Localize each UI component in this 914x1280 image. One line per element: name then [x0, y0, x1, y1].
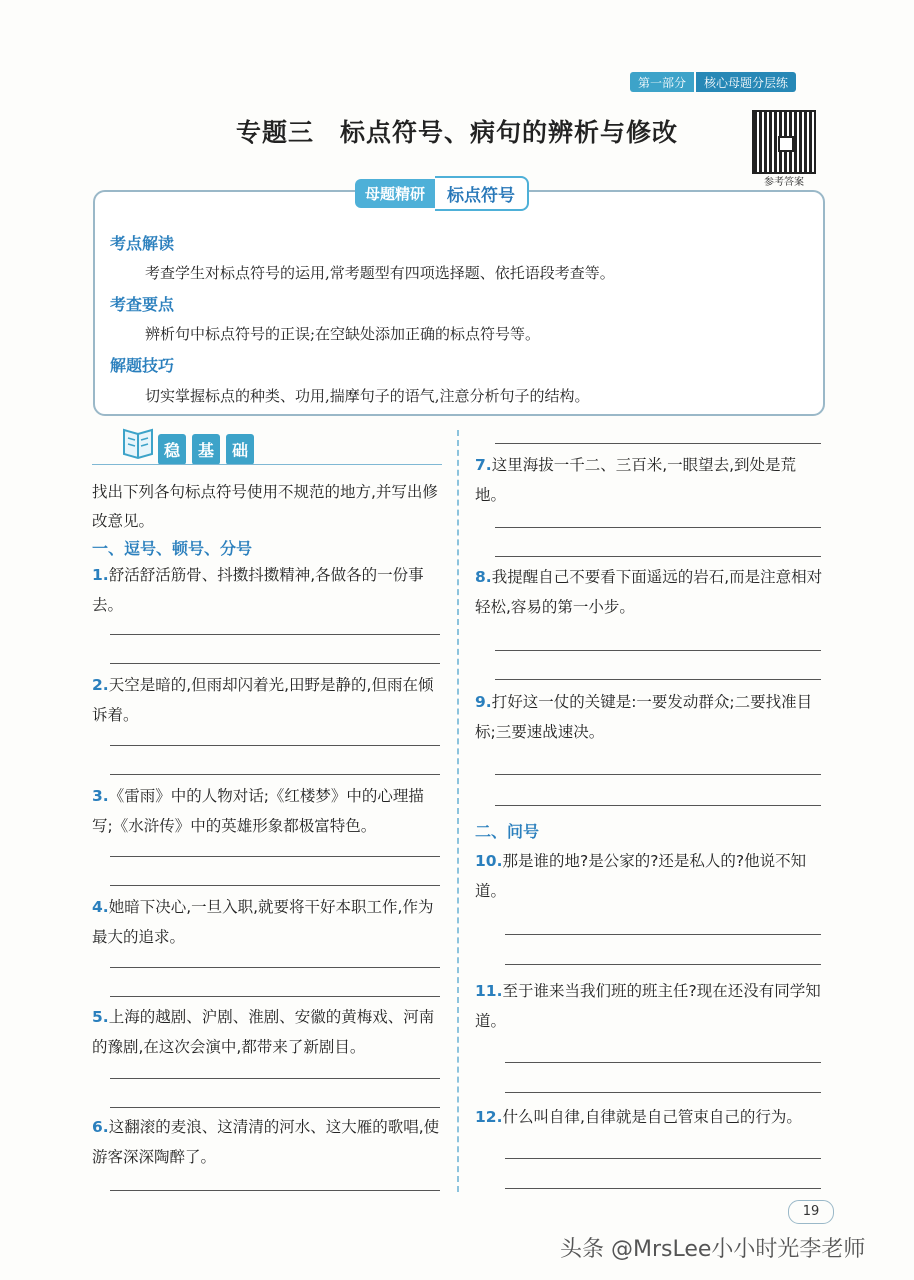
guide-heading: 考点解读 [110, 234, 175, 253]
badge-char: 稳 [158, 434, 186, 465]
answer-line[interactable] [495, 556, 821, 557]
question-text: 天空是暗的,但雨却闪着光,田野是静的,但雨在倾诉着。 [92, 676, 434, 724]
question-number: 5. [92, 1008, 109, 1026]
answer-line[interactable] [110, 996, 440, 997]
answer-line[interactable] [110, 1190, 440, 1191]
question-text: 打好这一仗的关键是:一要发动群众;二要找准目标;三要速战速决。 [475, 693, 813, 741]
question-number: 10. [475, 852, 503, 870]
badge-char: 础 [226, 434, 254, 465]
question-2 [92, 670, 444, 730]
answer-line[interactable] [110, 1078, 440, 1079]
question-12 [475, 1102, 825, 1132]
question-text: 这里海拔一千二、三百米,一眼望去,到处是荒地。 [475, 456, 797, 504]
topic-tag [355, 178, 529, 208]
question-number: 2. [92, 676, 109, 694]
answer-line[interactable] [110, 885, 440, 886]
guide-text: 考查学生对标点符号的运用,常考题型有四项选择题、依托语段考查等。 [145, 264, 615, 282]
answer-line[interactable] [110, 774, 440, 775]
question-6 [92, 1112, 444, 1172]
question-text: 我提醒自己不要看下面遥远的岩石,而是注意相对轻松,容易的第一小步。 [475, 568, 823, 616]
header-section: 核心母题分层练 [696, 72, 796, 92]
answer-line[interactable] [110, 663, 440, 664]
qr-label: 参考答案 [764, 177, 804, 188]
answer-line[interactable] [505, 964, 821, 965]
answer-line[interactable] [110, 967, 440, 968]
answer-line[interactable] [495, 527, 821, 528]
guide-box [93, 190, 825, 416]
question-text: 那是谁的地?是公家的?还是私人的?他说不知道。 [475, 852, 807, 900]
answer-line[interactable] [110, 1107, 440, 1108]
answer-line[interactable] [505, 934, 821, 935]
instructions: 找出下列各句标点符号使用不规范的地方,并写出修改意见。 [92, 483, 438, 530]
question-number: 7. [475, 456, 492, 474]
category-heading: 一、逗号、顿号、分号 [92, 539, 253, 558]
section-badge [158, 434, 254, 465]
question-number: 9. [475, 693, 492, 711]
header-part: 第一部分 [630, 72, 694, 92]
question-3 [92, 781, 444, 841]
question-text: 至于谁来当我们班的班主任?现在还没有同学知道。 [475, 982, 821, 1030]
question-number: 8. [475, 568, 492, 586]
question-text: 上海的越剧、沪剧、淮剧、安徽的黄梅戏、河南的豫剧,在这次会演中,都带来了新剧目。 [92, 1008, 435, 1056]
question-4 [92, 892, 444, 952]
question-8 [475, 562, 825, 622]
answer-line[interactable] [505, 1092, 821, 1093]
question-text: 什么叫自律,自律就是自己管束自己的行为。 [502, 1108, 802, 1126]
badge-char: 基 [192, 434, 220, 465]
answer-line[interactable] [495, 679, 821, 680]
category-heading: 二、问号 [475, 822, 540, 841]
question-7 [475, 450, 825, 510]
page-number: 19 [788, 1200, 834, 1224]
answer-line[interactable] [110, 745, 440, 746]
answer-line[interactable] [495, 443, 821, 444]
book-icon [120, 428, 156, 460]
question-text: 这翻滚的麦浪、这清清的河水、这大雁的歌唱,使游客深深陶醉了。 [92, 1118, 440, 1166]
header-bar [630, 72, 796, 92]
page-title: 专题三 标点符号、病句的辨析与修改 [235, 118, 678, 147]
question-number: 12. [475, 1108, 503, 1126]
answer-line[interactable] [110, 856, 440, 857]
guide-heading: 解题技巧 [110, 356, 175, 375]
divider [92, 464, 442, 465]
answer-line[interactable] [505, 1188, 821, 1189]
question-1 [92, 560, 444, 620]
question-text: 《雷雨》中的人物对话;《红楼梦》中的心理描写;《水浒传》中的英雄形象都极富特色。 [92, 787, 424, 835]
question-number: 6. [92, 1118, 109, 1136]
answer-line[interactable] [495, 650, 821, 651]
topic-tag-left: 母题精研 [355, 179, 435, 208]
question-9 [475, 687, 825, 747]
question-text: 她暗下决心,一旦入职,就要将干好本职工作,作为最大的追求。 [92, 898, 434, 946]
topic-tag-right: 标点符号 [435, 176, 529, 211]
question-text: 舒活舒活筋骨、抖擞抖擞精神,各做各的一份事去。 [92, 566, 424, 614]
question-10 [475, 846, 825, 906]
question-11 [475, 976, 825, 1036]
guide-text: 辨析句中标点符号的正误;在空缺处添加正确的标点符号等。 [145, 325, 541, 343]
answer-line[interactable] [495, 805, 821, 806]
question-number: 4. [92, 898, 109, 916]
question-5 [92, 1002, 444, 1062]
question-number: 11. [475, 982, 503, 1000]
watermark: 头条 @MrsLee小小时光李老师 [560, 1237, 866, 1262]
question-number: 3. [92, 787, 109, 805]
column-divider [457, 430, 459, 1192]
answer-line[interactable] [110, 634, 440, 635]
guide-text: 切实掌握标点的种类、功用,揣摩句子的语气,注意分析句子的结构。 [145, 387, 590, 405]
guide-heading: 考查要点 [110, 295, 175, 314]
answer-line[interactable] [505, 1062, 821, 1063]
answer-line[interactable] [495, 774, 821, 775]
answer-line[interactable] [505, 1158, 821, 1159]
qr-code-icon [752, 110, 816, 174]
question-number: 1. [92, 566, 109, 584]
